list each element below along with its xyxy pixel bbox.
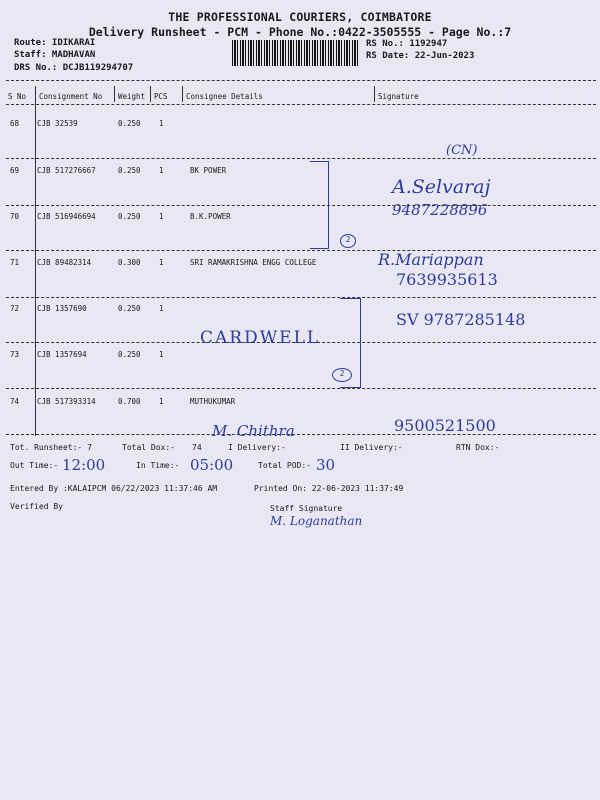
row-pcs: 1 <box>159 166 164 175</box>
row-consignment: CJB 516946694 <box>37 212 96 221</box>
verified-by: Verified By <box>10 502 63 511</box>
divider <box>35 86 36 436</box>
row-sno: 69 <box>10 166 20 175</box>
row-consignment: CJB 517393314 <box>37 397 96 406</box>
phone-69: 9487228896 <box>392 201 488 219</box>
divider <box>6 205 596 206</box>
row-consignee: SRI RAMAKRISHNA ENGG COLLEGE <box>190 258 317 267</box>
total-dox-value: 74 <box>192 443 202 452</box>
row-pcs: 1 <box>159 119 164 128</box>
staff-label: Staff: MADHAVAN <box>14 50 96 60</box>
ii-delivery: II Delivery:- <box>340 443 403 452</box>
divider <box>6 388 596 389</box>
row-consignment: CJB 1357690 <box>37 304 87 313</box>
col-sno: S No <box>8 92 27 101</box>
divider <box>6 297 596 298</box>
cardwell-note: CARDWELL <box>200 328 321 348</box>
divider <box>182 86 183 102</box>
circle-mark: 2 <box>340 234 356 248</box>
row-sno: 68 <box>10 119 20 128</box>
rtn-dox: RTN Dox:- <box>456 443 500 452</box>
entered-by: Entered By :KALAIPCM 06/22/2023 11:37:46 AM <box>10 484 218 493</box>
col-signature: Signature <box>378 92 419 101</box>
signature-71: R.Mariappan <box>378 250 484 269</box>
circle-mark: 2 <box>332 368 352 382</box>
divider <box>374 86 375 102</box>
in-time-label: In Time:- <box>136 461 180 470</box>
row-weight: 0.250 <box>118 119 141 128</box>
row-sno: 70 <box>10 212 20 221</box>
route-label: Route: IDIKARAI <box>14 38 96 48</box>
i-delivery: I Delivery:- <box>228 443 286 452</box>
row-sno: 72 <box>10 304 20 313</box>
row-consignee: B.K.POWER <box>190 212 231 221</box>
row-sno: 71 <box>10 258 20 267</box>
row-weight: 0.250 <box>118 166 141 175</box>
divider <box>6 104 596 105</box>
runsheet-subtitle: Delivery Runsheet - PCM - Phone No.:0422-3505555 - Page No.:7 <box>88 25 512 39</box>
barcode <box>232 40 360 66</box>
total-dox-label: Total Dox:- <box>122 443 175 452</box>
rs-number: RS No.: 1192947 <box>366 39 448 49</box>
company-title: THE PROFESSIONAL COURIERS, COIMBATORE <box>168 10 432 24</box>
row-pcs: 1 <box>159 397 164 406</box>
row-consignee: BK POWER <box>190 166 227 175</box>
divider <box>114 86 115 102</box>
divider <box>6 158 596 159</box>
bracket-mark <box>310 161 329 249</box>
row-pcs: 1 <box>159 304 164 313</box>
row-weight: 0.700 <box>118 397 141 406</box>
out-time-label: Out Time:- <box>10 461 59 470</box>
signature-69: A.Selvaraj <box>392 176 491 198</box>
row-weight: 0.250 <box>118 212 141 221</box>
row-consignment: CJB 89482314 <box>37 258 92 267</box>
row-pcs: 1 <box>159 350 164 359</box>
row-weight: 0.250 <box>118 304 141 313</box>
row-consignment: CJB 517276667 <box>37 166 96 175</box>
in-time-value: 05:00 <box>190 456 234 474</box>
row-weight: 0.300 <box>118 258 141 267</box>
col-consignment: Consignment No <box>39 92 103 101</box>
row-sno: 73 <box>10 350 20 359</box>
tot-runsheet: Tot. Runsheet:- 7 <box>10 443 92 452</box>
cn-mark: (CN) <box>446 143 478 158</box>
row-consignment: CJB 1357694 <box>37 350 87 359</box>
rs-date: RS Date: 22-Jun-2023 <box>366 51 475 61</box>
col-pcs: PCS <box>154 92 168 101</box>
phone-71: 7639935613 <box>396 270 498 289</box>
row-consignee: MUTHUKUMAR <box>190 397 236 406</box>
divider <box>6 250 596 251</box>
col-weight: Weight <box>118 92 146 101</box>
signature-74: M. Chithra <box>212 422 295 440</box>
divider <box>6 434 596 435</box>
col-consignee: Consignee Details <box>186 92 263 101</box>
row-pcs: 1 <box>159 258 164 267</box>
row-weight: 0.250 <box>118 350 141 359</box>
staff-signature: M. Loganathan <box>270 514 363 528</box>
divider <box>6 80 596 81</box>
staff-signature-label: Staff Signature <box>270 504 343 513</box>
row-sno: 74 <box>10 397 20 406</box>
divider <box>150 86 151 102</box>
signature-72: SV 9787285148 <box>396 310 526 329</box>
row-pcs: 1 <box>159 212 164 221</box>
total-pod-label: Total POD:- <box>258 461 311 470</box>
drs-number: DRS No.: DCJB119294707 <box>14 63 134 73</box>
out-time-value: 12:00 <box>62 456 106 474</box>
row-consignment: CJB 32539 <box>37 119 78 128</box>
phone-74: 9500521500 <box>394 416 496 435</box>
total-pod-value: 30 <box>316 456 336 474</box>
printed-on: Printed On: 22-06-2023 11:37:49 <box>254 484 404 493</box>
